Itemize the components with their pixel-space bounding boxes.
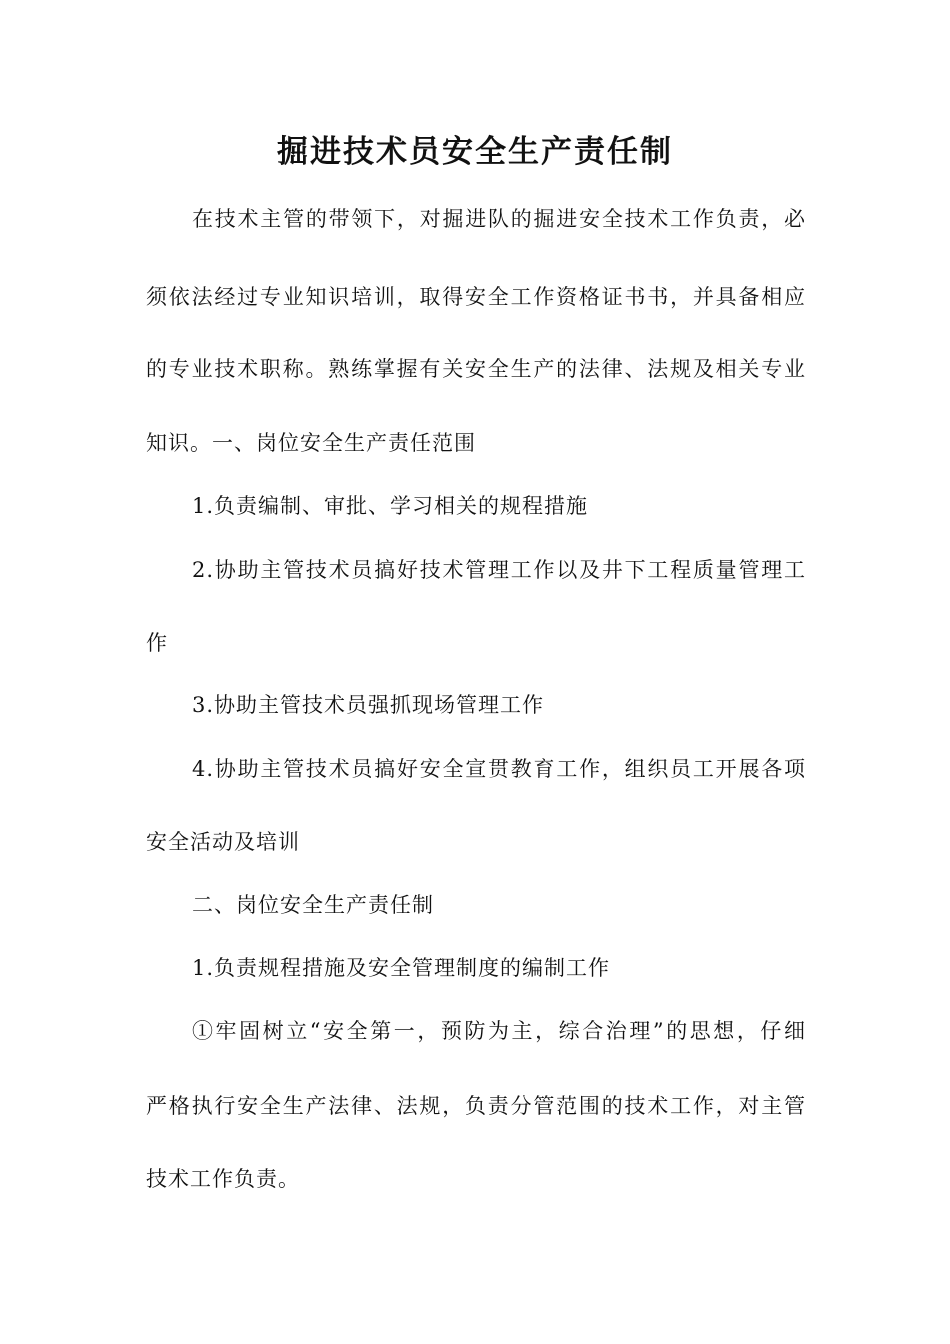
- section-heading: 二、岗位安全生产责任制: [192, 893, 434, 917]
- paragraph-line: 作: [146, 631, 168, 655]
- list-item: 1.负责规程措施及安全管理制度的编制工作: [192, 956, 611, 980]
- paragraph-line: 技术工作负责。: [146, 1167, 300, 1191]
- paragraph-line: 须依法经过专业知识培训，取得安全工作资格证书书，并具备相应: [146, 285, 806, 309]
- list-item: 1.负责编制、审批、学习相关的规程措施: [192, 494, 589, 518]
- paragraph-line: 严格执行安全生产法律、法规，负责分管范围的技术工作，对主管: [146, 1094, 806, 1118]
- list-item: 4.协助主管技术员搞好安全宣贯教育工作，组织员工开展各项: [192, 757, 806, 781]
- list-item: 2.协助主管技术员搞好技术管理工作以及井下工程质量管理工: [192, 558, 806, 582]
- document-title: 掘进技术员安全生产责任制: [277, 134, 673, 170]
- paragraph-line: 安全活动及培训: [146, 830, 300, 854]
- paragraph-line: 知识。一、岗位安全生产责任范围: [146, 431, 476, 455]
- paragraph-line: ①牢固树立“安全第一，预防为主，综合治理”的思想，仔细: [192, 1019, 806, 1043]
- paragraph-line: 在技术主管的带领下，对掘进队的掘进安全技术工作负责，必: [192, 207, 806, 231]
- paragraph-line: 的专业技术职称。熟练掌握有关安全生产的法律、法规及相关专业: [146, 357, 806, 381]
- list-item: 3.协助主管技术员强抓现场管理工作: [192, 693, 545, 717]
